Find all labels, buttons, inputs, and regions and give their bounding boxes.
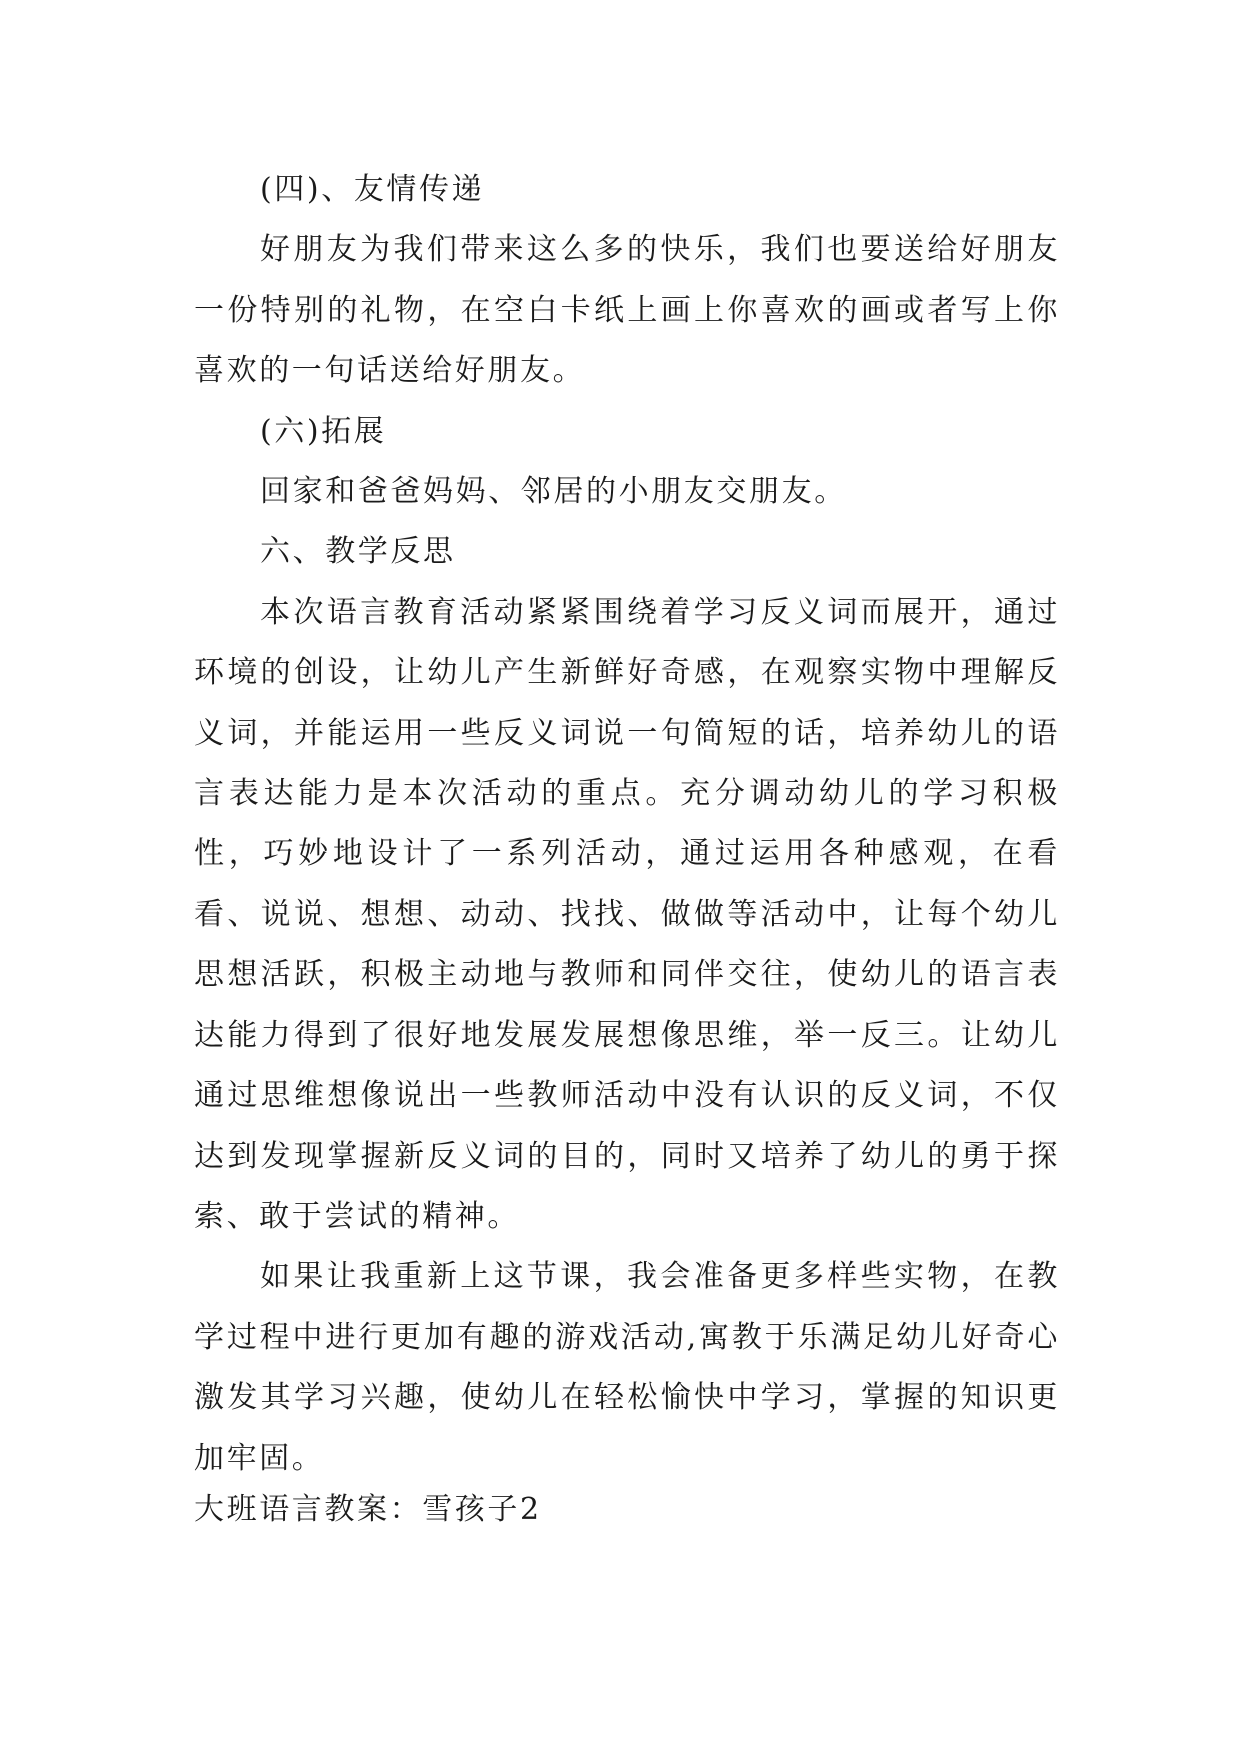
next-lesson-title: 大班语言教案：雪孩子2: [194, 1492, 542, 1527]
section-heading-reflection: 六、教学反思: [260, 534, 456, 570]
paragraph-extension: 回家和爸爸妈妈、邻居的小朋友交朋友。: [260, 474, 847, 510]
section-heading-friendship: (四)、友情传递: [260, 172, 485, 207]
paragraph-improvement: 如果让我重新上这节课，我会准备更多样些实物，在教学过程中进行更加有趣的游戏活动,寓教于乐满足幼儿好奇心激发其学习兴趣，使幼儿在轻松愉快中学习，掌握的知识更加牢固。: [194, 1259, 1060, 1476]
document-body: [194, 160, 1060, 1489]
paragraph-gift: 好朋友为我们带来这么多的快乐，我们也要送给好朋友一份特别的礼物，在空白卡纸上画上你喜欢的画或者写上你喜欢的一句话送给好朋友。: [194, 232, 1060, 389]
section-heading-extension: (六)拓展: [260, 413, 387, 449]
paragraph-reflection: 本次语言教育活动紧紧围绕着学习反义词而展开，通过环境的创设，让幼儿产生新鲜好奇感，在观察实物中理解反义词，并能运用一些反义词说一句简短的话，培养幼儿的语言表达能力是本次活动的重点。充分调动幼儿的学习积极性，巧妙地设计了一系列活动，通过运用各种感观，在看看、说说、想想、动动、找找、做做等活动中，让每个幼儿思想活跃，积极主动地与教师和同伴交往，使幼儿的语言表达能力得到了很好地发展发展想像思维，举一反三。让幼儿通过思维想像说出一些教师活动中没有认识的反义词，不仅达到发现掌握新反义词的目的，同时又培养了幼儿的勇于探索、敢于尝试的精神。: [194, 594, 1060, 1234]
